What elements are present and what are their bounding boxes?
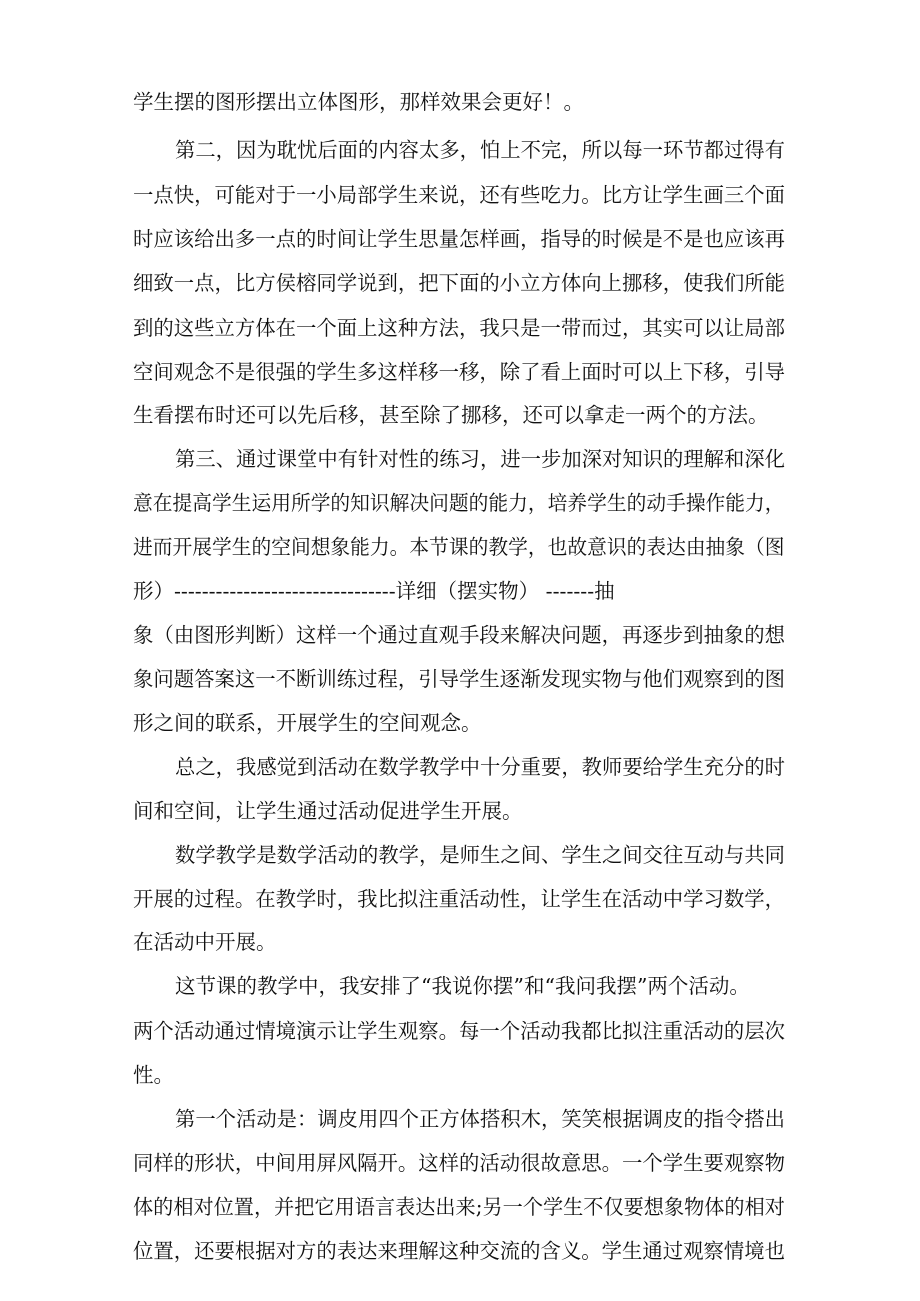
text-line: 同样的形状，中间用屏风隔开。这样的活动很故意思。一个学生要观察物: [133, 1151, 785, 1175]
text-line: 意在提高学生运用所学的知识解决问题的能力，培养学生的动手操作能力，: [133, 491, 785, 515]
text-line: 两个活动通过情境演示让学生观察。每一个活动我都比拟注重活动的层次: [133, 1019, 785, 1043]
text-line: 性。: [133, 1063, 174, 1087]
text-line: 学生摆的图形摆出立体图形，那样效果会更好！。: [133, 90, 584, 114]
text-line: 第三、通过课堂中有针对性的练习，进一步加深对知识的理解和深化: [175, 447, 786, 471]
text-line: 这节课的教学中，我安排了“我说你摆”和“我问我摆”两个活动。: [175, 974, 750, 998]
text-line: 进而开展学生的空间想象能力。本节课的教学，也故意识的表达由抽象（图: [133, 535, 785, 559]
text-line: 间和空间，让学生通过活动促进学生开展。: [133, 799, 523, 823]
text-line: 一点快，可能对于一小局部学生来说，还有些吃力。比方让学生画三个面: [133, 183, 785, 207]
text-line: 总之，我感觉到活动在数学教学中十分重要，教师要给学生充分的时: [175, 755, 786, 779]
text-line: 形之间的联系，开展学生的空间观念。: [133, 711, 482, 735]
text-line: 象（由图形判断）这样一个通过直观手段来解决问题，再逐步到抽象的想: [133, 623, 785, 647]
text-line: 在活动中开展。: [133, 930, 277, 954]
text-line: 到的这些立方体在一个面上这种方法，我只是一带而过，其实可以让局部: [133, 316, 785, 340]
text-line: 形）--------------------------------详细（摆实物） -------抽: [133, 579, 615, 603]
text-line: 开展的过程。在教学时，我比拟注重活动性，让学生在活动中学习数学，: [133, 887, 785, 911]
text-line: 空间观念不是很强的学生多这样移一移，除了看上面时可以上下移，引导: [133, 360, 785, 384]
text-line: 第一个活动是：调皮用四个正方体搭积木，笑笑根据调皮的指令搭出: [175, 1107, 786, 1131]
text-line: 数学教学是数学活动的教学，是师生之间、学生之间交往互动与共同: [175, 843, 786, 867]
text-line: 体的相对位置，并把它用语言表达出来;另一个学生不仅要想象物体的相对: [133, 1195, 785, 1219]
text-line: 生看摆布时还可以先后移，甚至除了挪移，还可以拿走一两个的方法。: [133, 403, 769, 427]
text-line: 象问题答案这一不断训练过程，引导学生逐渐发现实物与他们观察到的图: [133, 667, 785, 691]
text-line: 第二，因为耽忧后面的内容太多，怕上不完，所以每一环节都过得有: [175, 138, 786, 162]
text-line: 位置，还要根据对方的表达来理解这种交流的含义。学生通过观察情境也: [133, 1239, 785, 1263]
text-line: 时应该给出多一点的时间让学生思量怎样画，指导的时候是不是也应该再: [133, 227, 785, 251]
text-line: 细致一点，比方侯榕同学说到，把下面的小立方体向上挪移，使我们所能: [133, 271, 785, 295]
